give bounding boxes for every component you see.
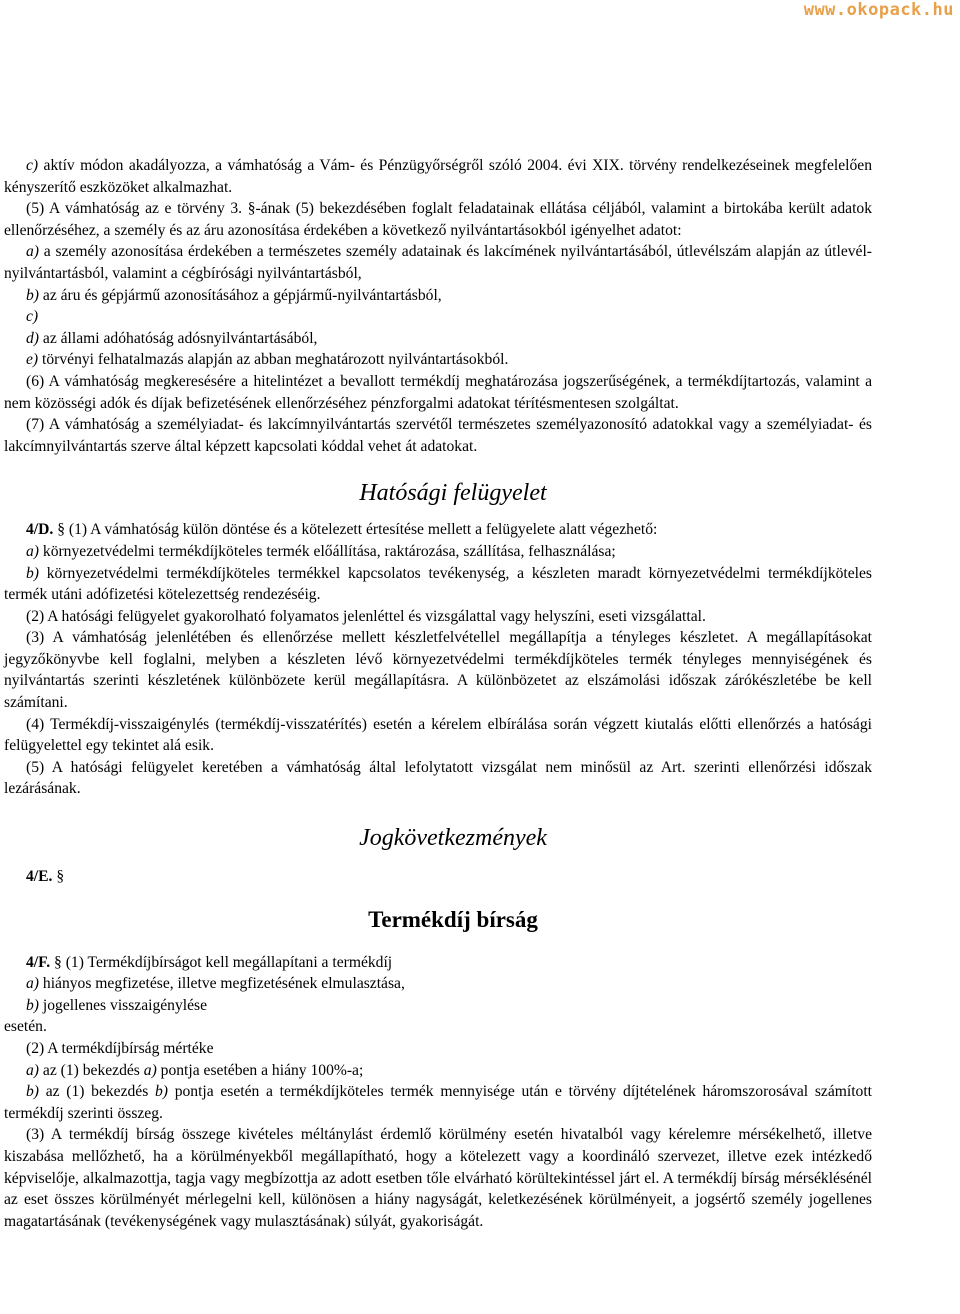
section-4d-para-1 xyxy=(4,519,872,541)
list-label: c) xyxy=(26,157,39,174)
list-text: a személy azonosítása érdekében a természetes személy adatainak és lakcímének nyilvántartásából, útlevélszám alapján az útlevél-nyilvántartásból, valamint a cégbírósági nyilvántartásból, xyxy=(4,243,872,282)
list-label: d) xyxy=(26,329,39,347)
section-4d-para-3: (3) A vámhatóság jelenlétében és ellenőrzése mellett készletfelvétellel megállapítja a tényleges készletet. A megállapításokat jegyzőkönyvbe kell foglalni, melyben a készleten lévő környezetvédelmi termékdíjköteles termék tényleges mennyiségének és nyilvántartás szerinti készletének különbözete kerül megállapításra. A különbözetet az elszámolási időszak zárókészletébe be kell számítani. xyxy=(4,629,872,712)
list-item xyxy=(4,563,872,606)
list-text: hiányos megfizetése, illetve megfizetésének elmulasztása, xyxy=(39,975,405,993)
heading-jogkovetkezmenyek: Jogkövetkezmények xyxy=(359,825,547,852)
list-label: a) xyxy=(26,1061,39,1079)
section-4d-para-4: (4) Termékdíj-visszaigénylés (termékdíj-visszatérítés) esetén a kérelem elbírálása során végzett kiutalás előtti ellenőrzés a hatósági felügyelettel egy tekintet alá esik. xyxy=(4,715,872,755)
list-item xyxy=(4,1060,872,1082)
list-item xyxy=(4,285,872,307)
list-item xyxy=(4,328,872,350)
section-4d-para-2: (2) A hatósági felügyelet gyakorolható folyamatos jelenléttel és vizsgálattal vagy helyszíni, eseti vizsgálattal. xyxy=(26,607,706,625)
list-item xyxy=(4,349,872,371)
list-item xyxy=(4,306,872,328)
list-text: az áru és gépjármű azonosításához a gépjármű-nyilvántartásból, xyxy=(39,286,442,304)
list-item xyxy=(4,1081,872,1124)
paragraph-6: (6) A vámhatóság megkeresésére a hitelintézet a bevallott termékdíj meghatározása jogszerűségének, a termékdíjtartozás, valamint a nem közösségi adók és díjak befizetésének ellenőrzéséhez pénzforgalmi adatokat térítésmentesen szolgáltat. xyxy=(4,372,872,412)
paragraph-c-block xyxy=(4,155,872,198)
paragraph-5: (5) A vámhatóság az e törvény 3. §-ának (5) bekezdésében foglalt feladatainak ellátása céljából, valamint a birtokába került adatok ellenőrzéséhez, a személy és az áru azonosítása érdekében a következő nyilvántartásokból igényelhet adatot: xyxy=(4,200,872,239)
list-text: környezetvédelmi termékdíjköteles termékkel kapcsolatos tevékenység, a készleten maradt környezetvédelmi termékdíjköteles termék utáni adófizetési kötelezettség rendezéséig. xyxy=(4,564,872,604)
list-label: b) xyxy=(26,1083,39,1101)
list-label: a) xyxy=(26,975,39,993)
list-label: b) xyxy=(26,564,39,582)
list-item xyxy=(4,241,872,284)
section-number: 4/E. xyxy=(26,868,53,886)
section-sign: § xyxy=(52,868,65,886)
list-label: b) xyxy=(26,996,39,1014)
section-4f-para-3: (3) A termékdíj bírság összege kivételes méltánylást érdemlő körülmény esetén hivatalból vagy kérelemre mérsékelhető, illetve kiszabása mellőzhető, ha a körülményekből megállapítható, hogy a kötelezett vagy a koordináló szervezet, illetve ezek intézkedő képviselője, alkalmazottja, tagja vagy megbízottja az adott esetben tőle elvárható körültekintéssel járt el. A termékdíj bírság mérséklésénél az eset összes körülményét mérlegelni kell, különösen a hiány nagyságát, keletkezésének körülményeit, a jogsértő személy jogellenes magatartásának (tevékenységének vagy mulasztásának) súlyát, gyakoriságát. xyxy=(4,1126,872,1230)
inline-label: b) xyxy=(155,1083,168,1101)
list-item xyxy=(4,995,872,1017)
section-4f-eseten: esetén. xyxy=(4,1018,47,1036)
heading-hatosagi-felugyelet: Hatósági felügyelet xyxy=(359,480,547,507)
paragraph-text: § (1) Termékdíjbírságot kell megállapítani a termékdíj xyxy=(50,953,393,971)
section-number: 4/F. xyxy=(26,953,51,971)
list-text: környezetvédelmi termékdíjköteles termék előállítása, raktározása, szállítása, felhasználása; xyxy=(39,542,616,560)
list-label: a) xyxy=(26,243,39,261)
list-text: az állami adóhatóság adósnyilvántartásából, xyxy=(39,329,318,347)
paragraph-text: § (1) A vámhatóság külön döntése és a kötelezett értesítése mellett a felügyelete alatt végezhető: xyxy=(53,521,658,539)
watermark: www.okopack.hu xyxy=(803,0,954,20)
section-4f-para-2: (2) A termékdíjbírság mértéke xyxy=(26,1040,214,1057)
list-label: e) xyxy=(26,351,39,369)
document-body xyxy=(4,155,872,1232)
section-4e xyxy=(4,866,872,888)
inline-label: a) xyxy=(143,1061,157,1079)
list-item xyxy=(4,541,872,563)
heading-termekdij-birsag: Termékdíj bírság xyxy=(368,906,538,932)
paragraph-text: aktív módon akadályozza, a vámhatóság a Vám- és Pénzügyőrségről szóló 2004. évi XIX. törvény rendelkezéseinek megfelelően kényszerítő eszközöket alkalmazhat. xyxy=(4,157,872,196)
list-text: az (1) bekezdés xyxy=(39,1061,144,1079)
list-text: jogellenes visszaigénylése xyxy=(39,996,208,1014)
section-4f-para-1 xyxy=(4,952,872,974)
paragraph-7: (7) A vámhatóság a személyiadat- és lakcímnyilvántartás szervétől természetes személyazonosító adatokkal vagy a személyiadat- és lakcímnyilvántartás szerve által képzett kapcsolati kóddal vehet át adatokat. xyxy=(4,416,872,455)
list-item xyxy=(4,973,872,995)
list-label: a) xyxy=(26,542,39,560)
list-label: c) xyxy=(26,308,39,326)
section-4d-para-5: (5) A hatósági felügyelet keretében a vámhatóság által lefolytatott vizsgálat nem minősül az Art. szerinti ellenőrzési időszak lezárásának. xyxy=(4,758,872,798)
list-label: b) xyxy=(26,286,39,304)
list-text: az (1) bekezdés xyxy=(39,1083,155,1101)
list-text: pontja esetén a termékdíjköteles termék mennyisége után e törvény díjtételének háromszorosával számított termékdíj szerinti összeg. xyxy=(4,1083,872,1122)
list-text: törvényi felhatalmazás alapján az abban meghatározott nyilvántartásokból. xyxy=(38,351,509,369)
section-number: 4/D. xyxy=(26,521,54,539)
list-text: pontja esetében a hiány 100%-a; xyxy=(156,1061,364,1079)
